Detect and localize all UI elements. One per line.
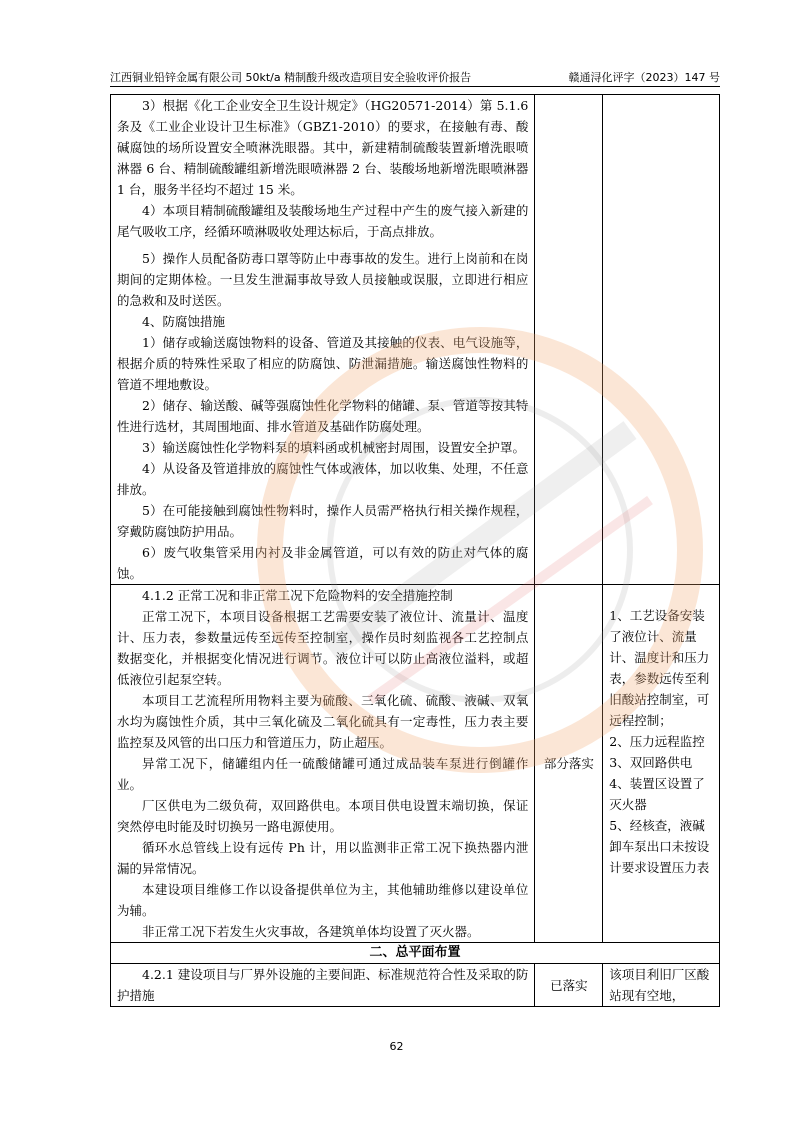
status-cell bbox=[535, 585, 603, 943]
subheading: 4、防腐蚀措施 bbox=[142, 314, 225, 329]
item-heading: 4.1.2 正常工况和非正常工况下危险物料的安全措施控制 bbox=[142, 588, 453, 603]
status-cell bbox=[535, 964, 603, 1007]
document-number: 赣通浔化评字（2023）147 号 bbox=[568, 71, 720, 84]
paragraph: 5）操作人员配备防毒口罩等防止中毒事故的发生。进行上岗前和在岗期间的定期体检。一旦发生泄漏事故导致人员接触或误服，立即进行相应的急救和及时送医。 bbox=[117, 251, 529, 308]
paragraph: 本项目工艺流程所用物料主要为硫酸、三氧化硫、硫酸、液碱、双氧水均为腐蚀性介质，其中三氧化硫及二氧化硫具有一定毒性，压力表主要监控泵及风管的出口压力和管道压力，防止超压。 bbox=[117, 693, 529, 750]
checklist-table bbox=[110, 94, 720, 1007]
note-item: 3、双回路供电 bbox=[609, 755, 693, 770]
status-cell bbox=[535, 95, 603, 585]
status-text: 已落实 bbox=[550, 977, 588, 993]
status-text: 部分落实 bbox=[543, 756, 594, 771]
note-item: 5、经核查，液碱卸车泵出口未按设计要求设置压力表 bbox=[609, 818, 710, 875]
report-title: 江西铜业铅锌金属有限公司 50kt/a 精制酸升级改造项目安全验收评价报告 bbox=[110, 71, 472, 84]
paragraph: 1）储存或输送腐蚀物料的设备、管道及其接触的仪表、电气设施等，根据介质的特殊性采取了相应的防腐蚀、防泄漏措施。输送腐蚀性物料的管道不埋地敷设。 bbox=[117, 335, 529, 392]
note-cell bbox=[603, 964, 720, 1007]
table-row bbox=[111, 964, 720, 1007]
note-cell bbox=[603, 95, 720, 585]
paragraph: 3）输送腐蚀性化学物料泵的填料函或机械密封周围，设置安全护罩。 bbox=[142, 440, 525, 455]
page-number: 62 bbox=[389, 1040, 404, 1053]
paragraph: 3）根据《化工企业安全卫生设计规定》（HG20571-2014）第 5.1.6 条及《工业企业设计卫生标准》（GBZ1-2010）的要求，在接触有毒、酸碱腐蚀的场所设置安全喷淋洗眼器。其中，新建精制硫酸装置新增洗眼喷淋器 6 台、精制硫酸罐组新增洗眼喷淋器 2 台、装酸场地新增洗眼喷淋器 1 台，服务半径均不超过 15 米。 bbox=[117, 98, 529, 197]
paragraph: 本建设项目维修工作以设备提供单位为主，其他辅助维修以建设单位为辅。 bbox=[117, 882, 529, 918]
section-title: 二、总平面布置 bbox=[111, 943, 720, 964]
paragraph: 2）储存、输送酸、碱等强腐蚀性化学物料的储罐、泵、管道等按其特性进行选材，其周围地面、排水管道及基础作防腐处理。 bbox=[117, 398, 529, 434]
paragraph: 6）废气收集管采用内衬及非金属管道，可以有效的防止对气体的腐蚀。 bbox=[117, 545, 529, 581]
note-item: 4、装置区设置了灭火器 bbox=[609, 776, 705, 812]
content-cell bbox=[111, 964, 535, 1007]
note-text: 该项目利旧厂区酸站现有空地， bbox=[609, 967, 710, 1003]
content-cell bbox=[111, 585, 535, 943]
table-row bbox=[111, 585, 720, 943]
paragraph: 非正常工况下若发生火灾事故，各建筑单体均设置了灭火器。 bbox=[142, 924, 480, 939]
paragraph: 4）本项目精制硫酸罐组及装酸场地生产过程中产生的废气接入新建的尾气吸收工序，经循环喷淋吸收处理达标后，于高点排放。 bbox=[117, 203, 529, 239]
paragraph: 正常工况下，本项目设备根据工艺需要安装了液位计、流量计、温度计、压力表，参数量远传至远传至控制室，操作员时刻监视各工艺控制点数据变化，并根据变化情况进行调节。液位计可以防止高液位溢料，或超低液位引起泵空转。 bbox=[117, 609, 529, 687]
paragraph: 厂区供电为二级负荷，双回路供电。本项目供电设置末端切换，保证突然停电时能及时切换另一路电源使用。 bbox=[117, 798, 529, 834]
content-cell bbox=[111, 95, 535, 585]
note-cell bbox=[603, 585, 720, 943]
paragraph: 循环水总管线上设有远传 Ph 计，用以监测非正常工况下换热器内泄漏的异常情况。 bbox=[117, 840, 529, 876]
paragraph: 异常工况下，储罐组内任一硫酸储罐可通过成品装车泵进行倒罐作业。 bbox=[117, 756, 529, 792]
table-row bbox=[111, 95, 720, 585]
note-item: 1、工艺设备安装了液位计、流量计、温度计和压力表，参数远传至利旧酸站控制室，可远程控制； bbox=[609, 608, 710, 728]
paragraph: 5）在可能接触到腐蚀性物料时，操作人员需严格执行相关操作规程，穿戴防腐蚀防护用品。 bbox=[117, 503, 529, 539]
item-heading: 4.2.1 建设项目与厂界外设施的主要间距、标准规范符合性及采取的防护措施 bbox=[117, 967, 529, 1003]
note-item: 2、压力远程监控 bbox=[609, 734, 705, 749]
section-row bbox=[111, 943, 720, 964]
paragraph: 4）从设备及管道排放的腐蚀性气体或液体，加以收集、处理，不任意排放。 bbox=[117, 461, 529, 497]
page-header bbox=[110, 70, 720, 87]
